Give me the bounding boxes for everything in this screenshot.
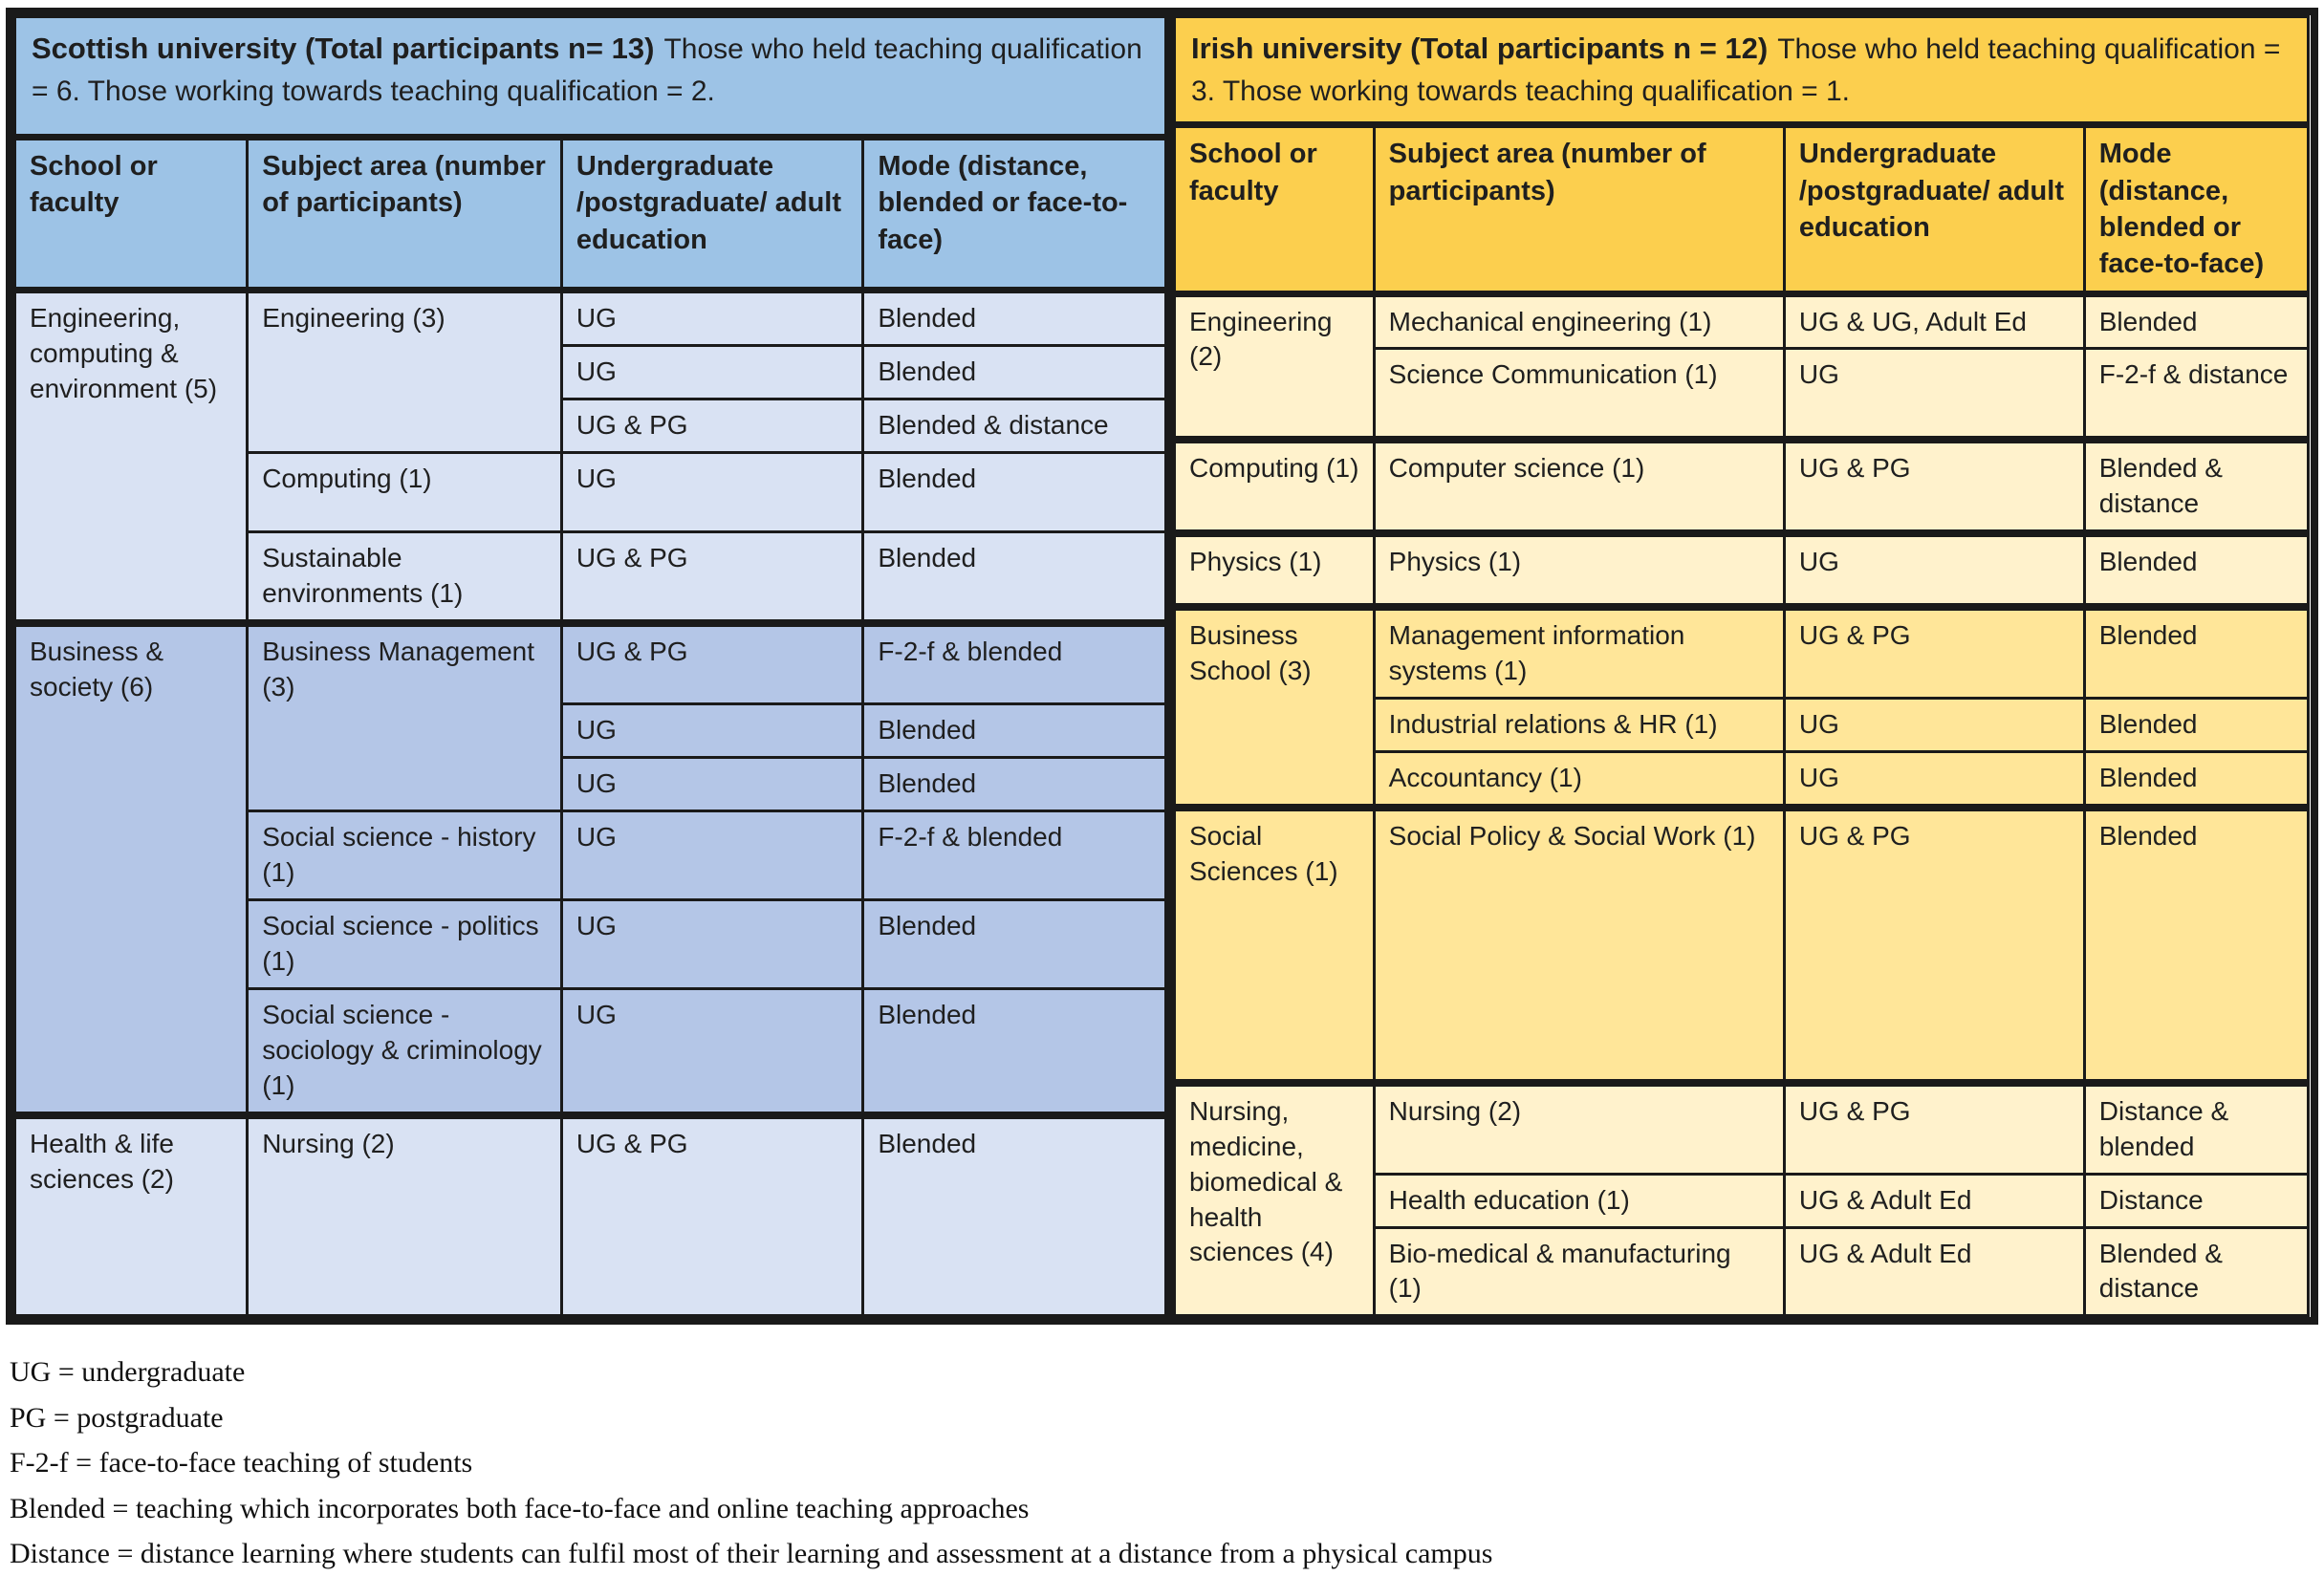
table-row bbox=[1172, 607, 2309, 698]
scottish-title-rest: Those who held teaching qualification = 6. Those working towards teaching qualification = 2. bbox=[32, 33, 1142, 107]
table-row bbox=[15, 623, 1166, 704]
cell-mode: Blended bbox=[863, 531, 1166, 622]
table-row bbox=[1172, 293, 2309, 349]
cell-mode: Blended bbox=[863, 704, 1166, 758]
col-header-subject: Subject area (number of participants) bbox=[1374, 125, 1784, 293]
cell-mode: Blended bbox=[863, 346, 1166, 399]
cell-subject: Engineering (3) bbox=[248, 291, 562, 453]
comparison-tables bbox=[6, 8, 2318, 1325]
table-row bbox=[15, 291, 1166, 346]
irish-title-bold: Irish university (Total participants n = 12) bbox=[1191, 32, 1769, 65]
cell-school: Health & life sciences (2) bbox=[15, 1115, 248, 1316]
cell-level: UG bbox=[1784, 533, 2084, 607]
cell-mode: Blended & distance bbox=[2084, 1227, 2308, 1316]
cell-level: UG bbox=[1784, 751, 2084, 807]
abbreviation-legend bbox=[10, 1349, 2318, 1576]
col-header-subject: Subject area (number of participants) bbox=[248, 138, 562, 291]
table-row bbox=[1172, 533, 2309, 607]
cell-level: UG & PG bbox=[1784, 1083, 2084, 1174]
cell-school: Business School (3) bbox=[1172, 607, 1375, 808]
irish-table-title bbox=[1172, 17, 2309, 125]
cell-level: UG bbox=[561, 346, 862, 399]
cell-subject: Mechanical engineering (1) bbox=[1374, 293, 1784, 349]
legend-line-distance: Distance = distance learning where students can fulfil most of their learning and assessment at a distance from a physical campus bbox=[10, 1538, 1493, 1569]
col-header-school: School or faculty bbox=[15, 138, 248, 291]
cell-subject: Health education (1) bbox=[1374, 1174, 1784, 1227]
col-header-mode: Mode (distance, blended or face-to-face) bbox=[2084, 125, 2308, 293]
cell-mode: Distance bbox=[2084, 1174, 2308, 1227]
cell-mode: F-2-f & blended bbox=[863, 623, 1166, 704]
cell-subject: Sustainable environments (1) bbox=[248, 531, 562, 622]
cell-level: UG bbox=[1784, 698, 2084, 751]
cell-school: Nursing, medicine, biomedical & health sciences (4) bbox=[1172, 1083, 1375, 1316]
scottish-title-row bbox=[15, 17, 1166, 138]
irish-title-row bbox=[1172, 17, 2309, 125]
cell-mode: Blended & distance bbox=[2084, 440, 2308, 533]
cell-school: Social Sciences (1) bbox=[1172, 808, 1375, 1083]
cell-mode: Blended bbox=[863, 1115, 1166, 1316]
cell-level: UG & Adult Ed bbox=[1784, 1227, 2084, 1316]
cell-school: Physics (1) bbox=[1172, 533, 1375, 607]
cell-mode: Distance & blended bbox=[2084, 1083, 2308, 1174]
cell-level: UG & Adult Ed bbox=[1784, 1174, 2084, 1227]
cell-mode: Blended bbox=[863, 900, 1166, 989]
cell-subject: Physics (1) bbox=[1374, 533, 1784, 607]
col-header-mode: Mode (distance, blended or face-to-face) bbox=[863, 138, 1166, 291]
cell-level: UG bbox=[561, 452, 862, 531]
cell-level: UG & PG bbox=[1784, 808, 2084, 1083]
cell-subject: Social science - politics (1) bbox=[248, 900, 562, 989]
cell-mode: Blended bbox=[863, 989, 1166, 1115]
cell-level: UG bbox=[561, 989, 862, 1115]
cell-mode: Blended bbox=[2084, 293, 2308, 349]
col-header-level: Undergraduate /postgraduate/ adult education bbox=[561, 138, 862, 291]
cell-mode: Blended bbox=[2084, 607, 2308, 698]
legend-line-f2f: F-2-f = face-to-face teaching of students bbox=[10, 1447, 473, 1479]
cell-mode: Blended & distance bbox=[863, 399, 1166, 453]
cell-mode: Blended bbox=[2084, 751, 2308, 807]
scottish-title-bold: Scottish university (Total participants n= 13) bbox=[32, 32, 655, 65]
legend-line-pg: PG = postgraduate bbox=[10, 1401, 224, 1434]
cell-mode: Blended bbox=[2084, 808, 2308, 1083]
col-header-school: School or faculty bbox=[1172, 125, 1375, 293]
cell-mode: Blended bbox=[2084, 533, 2308, 607]
cell-level: UG & PG bbox=[561, 623, 862, 704]
cell-level: UG bbox=[561, 900, 862, 989]
col-header-level: Undergraduate /postgraduate/ adult education bbox=[1784, 125, 2084, 293]
scottish-column-header-row bbox=[15, 138, 1166, 291]
cell-subject: Computing (1) bbox=[248, 452, 562, 531]
cell-mode: Blended bbox=[863, 452, 1166, 531]
cell-level: UG & PG bbox=[1784, 607, 2084, 698]
cell-subject: Nursing (2) bbox=[248, 1115, 562, 1316]
table-row bbox=[1172, 440, 2309, 533]
cell-school: Engineering, computing & environment (5) bbox=[15, 291, 248, 623]
cell-level: UG bbox=[1784, 349, 2084, 440]
cell-mode: Blended bbox=[863, 758, 1166, 811]
table-row bbox=[15, 1115, 1166, 1316]
scottish-table-title bbox=[15, 17, 1166, 138]
cell-mode: Blended bbox=[863, 291, 1166, 346]
cell-subject: Nursing (2) bbox=[1374, 1083, 1784, 1174]
cell-subject: Social Policy & Social Work (1) bbox=[1374, 808, 1784, 1083]
cell-mode: Blended bbox=[2084, 698, 2308, 751]
table-row bbox=[1172, 808, 2309, 1083]
cell-level: UG & PG bbox=[561, 531, 862, 622]
irish-university-table bbox=[1167, 15, 2310, 1317]
legend-line-ug: UG = undergraduate bbox=[10, 1356, 246, 1389]
cell-subject: Business Management (3) bbox=[248, 623, 562, 811]
cell-level: UG & PG bbox=[1784, 440, 2084, 533]
cell-subject: Social science - history (1) bbox=[248, 811, 562, 900]
cell-mode: F-2-f & blended bbox=[863, 811, 1166, 900]
cell-level: UG bbox=[561, 291, 862, 346]
cell-subject: Social science - sociology & criminology (1) bbox=[248, 989, 562, 1115]
cell-subject: Computer science (1) bbox=[1374, 440, 1784, 533]
cell-level: UG & UG, Adult Ed bbox=[1784, 293, 2084, 349]
cell-subject: Bio-medical & manufacturing (1) bbox=[1374, 1227, 1784, 1316]
table-row bbox=[1172, 1083, 2309, 1174]
cell-subject: Management information systems (1) bbox=[1374, 607, 1784, 698]
cell-subject: Industrial relations & HR (1) bbox=[1374, 698, 1784, 751]
cell-level: UG & PG bbox=[561, 1115, 862, 1316]
irish-column-header-row bbox=[1172, 125, 2309, 293]
scottish-university-table bbox=[13, 15, 1167, 1317]
cell-level: UG bbox=[561, 811, 862, 900]
cell-level: UG bbox=[561, 704, 862, 758]
cell-level: UG bbox=[561, 758, 862, 811]
irish-title-rest: Those who held teaching qualification = 3. Those working towards teaching qualification = 1. bbox=[1191, 33, 2281, 107]
cell-mode: F-2-f & distance bbox=[2084, 349, 2308, 440]
cell-subject: Science Communication (1) bbox=[1374, 349, 1784, 440]
cell-level: UG & PG bbox=[561, 399, 862, 453]
legend-line-blended: Blended = teaching which incorporates both face-to-face and online teaching approaches bbox=[10, 1492, 1030, 1524]
cell-school: Computing (1) bbox=[1172, 440, 1375, 533]
cell-school: Business & society (6) bbox=[15, 623, 248, 1115]
cell-subject: Accountancy (1) bbox=[1374, 751, 1784, 807]
cell-school: Engineering (2) bbox=[1172, 293, 1375, 440]
